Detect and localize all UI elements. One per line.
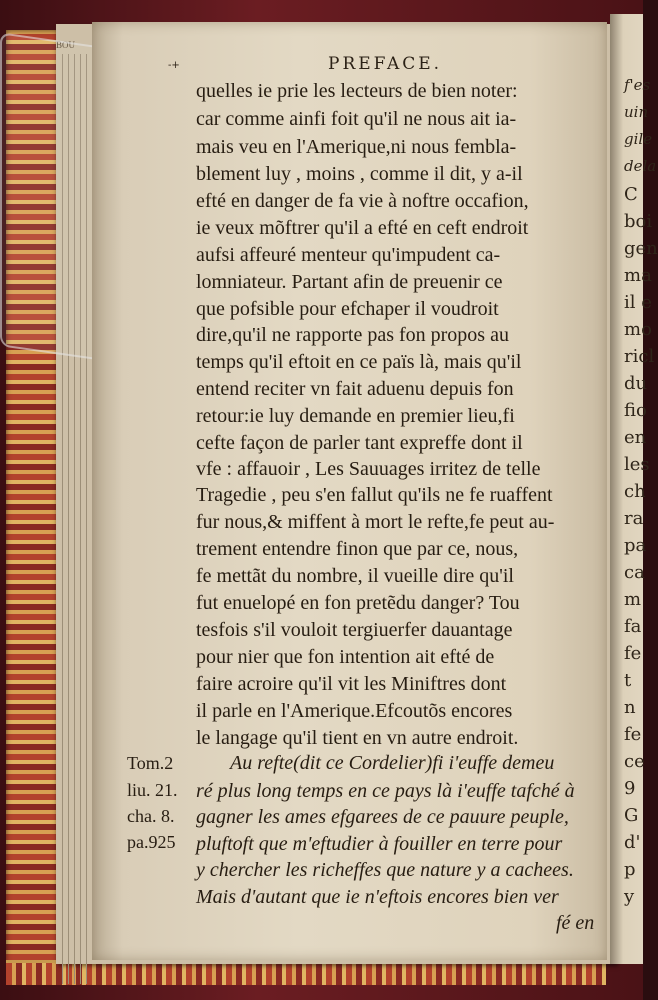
facing-page-fragment: fa bbox=[624, 616, 642, 637]
page-header: PREFACE. bbox=[328, 54, 443, 74]
text-line: efté en danger de fa vie à noftre occafion, bbox=[196, 190, 529, 212]
facing-page-fragment: G bbox=[624, 805, 639, 826]
text-line: fe mettãt du nombre, il vueille dire qu'il bbox=[196, 565, 514, 587]
text-line: retour:ie luy demande en premier lieu,fi bbox=[196, 405, 515, 427]
facing-page-fragment: ricl bbox=[624, 346, 655, 367]
facing-page-fragment: 9 bbox=[624, 778, 636, 799]
text-line: le langage qu'il tient en vn autre endroit. bbox=[196, 727, 519, 749]
facing-page-fragment: ma bbox=[624, 265, 652, 286]
text-line: quelles ie prie les lecteurs de bien noter: bbox=[196, 80, 518, 102]
margin-note: cha. 8. bbox=[127, 806, 175, 826]
facing-page-fragment: pa bbox=[624, 535, 647, 556]
text-line: fé en bbox=[556, 912, 595, 934]
facing-page-fragment: en bbox=[624, 427, 647, 448]
facing-page-fragment: ch bbox=[624, 481, 646, 502]
text-line: gagner les ames efgarees de ce pauure peuple, bbox=[196, 806, 569, 828]
text-line: pour nier que fon intention ait efté de bbox=[196, 646, 495, 668]
facing-page-fragment: ca bbox=[624, 562, 645, 583]
text-line: il parle en l'Amerique.Efcoutõs encores bbox=[196, 700, 513, 722]
facing-page-fragment: y bbox=[624, 886, 635, 907]
facing-page-fragment: gile bbox=[624, 130, 653, 148]
margin-note: Tom.2 bbox=[127, 753, 174, 773]
facing-page-fragment: fe bbox=[624, 643, 642, 664]
facing-page-fragment: C bbox=[624, 184, 638, 205]
text-line: vfe : affauoir , Les Sauuages irritez de telle bbox=[196, 458, 541, 480]
text-line: Au refte(dit ce Cordelier)fi i'euffe demeu bbox=[230, 752, 555, 774]
facing-page-fragment: dela bbox=[624, 157, 657, 175]
text-line: blement luy , moins , comme il dit, y a-il bbox=[196, 163, 523, 185]
facing-page-fragment: mo bbox=[624, 319, 652, 340]
facing-page-fragment: f'es bbox=[624, 76, 651, 94]
facing-page-fragment: gen bbox=[624, 238, 658, 259]
facing-page-fragment: d' bbox=[624, 832, 641, 853]
stub-label: BOU bbox=[56, 40, 76, 50]
facing-page-fragment: uin bbox=[624, 103, 649, 121]
margin-note: pa.925 bbox=[127, 832, 176, 852]
facing-page-fragment: t bbox=[624, 670, 632, 691]
facing-page-fragment: n bbox=[624, 697, 636, 718]
text-line: trement entendre finon que par ce, nous, bbox=[196, 538, 519, 560]
facing-page-fragment: fe bbox=[624, 724, 642, 745]
facing-page-fragment: p bbox=[624, 859, 636, 880]
facing-page-fragment: ra bbox=[624, 508, 644, 529]
text-line: Mais d'autant que ie n'eftois encores bien ver bbox=[196, 886, 559, 908]
text-line: que pofsible pour efchaper il voudroit bbox=[196, 298, 499, 320]
text-line: fut enuelopé en fon pretẽdu danger? Tou bbox=[196, 592, 520, 614]
facing-page-fragment: fio bbox=[624, 400, 647, 421]
text-line: faire acroire qu'il vit les Miniftres dont bbox=[196, 673, 507, 695]
facing-page-fragment: du bbox=[624, 373, 648, 394]
header-mark: -+ bbox=[168, 60, 180, 71]
facing-page-edge bbox=[610, 14, 658, 964]
text-line: pluftoft que m'eftudier à fouiller en terre pour bbox=[196, 833, 563, 855]
text-line: mais veu en l'Amerique,ni nous fembla- bbox=[196, 136, 517, 158]
facing-page-fragment: ce bbox=[624, 751, 645, 772]
text-line: y chercher les richeffes que nature y a cachees. bbox=[196, 859, 574, 881]
text-line: cefte façon de parler tant expreffe dont il bbox=[196, 432, 523, 454]
text-line: aufsi affeuré menteur qu'impudent ca- bbox=[196, 244, 501, 266]
text-line: ré plus long temps en ce pays là i'euffe tafché à bbox=[196, 780, 575, 802]
text-line: ie veux mõftrer qu'il a efté en ceft endroit bbox=[196, 217, 529, 239]
facing-page-fragment: il e bbox=[624, 292, 652, 313]
text-line: Tragedie , peu s'en fallut qu'ils ne fe ruaffent bbox=[196, 484, 553, 506]
text-line: fur nous,& miffent à mort le refte,fe peut au- bbox=[196, 511, 555, 533]
text-line: lomniateur. Partant afin de preuenir ce bbox=[196, 271, 503, 293]
facing-page-fragment: les bbox=[624, 454, 650, 475]
text-line: dire,qu'il ne rapporte pas fon propos au bbox=[196, 324, 509, 346]
margin-note: liu. 21. bbox=[127, 780, 178, 800]
text-line: tesfois s'il vouloit tergiuerfer dauantage bbox=[196, 619, 513, 641]
facing-page-fragment: m bbox=[624, 589, 642, 610]
text-line: entend reciter vn fait aduenu depuis fon bbox=[196, 378, 514, 400]
facing-page-fragment: boi bbox=[624, 211, 653, 232]
text-line: temps qu'il eftoit en ce païs là, mais qu'il bbox=[196, 351, 522, 373]
text-line: car comme ainfi foit qu'il ne nous ait ia- bbox=[196, 108, 517, 130]
